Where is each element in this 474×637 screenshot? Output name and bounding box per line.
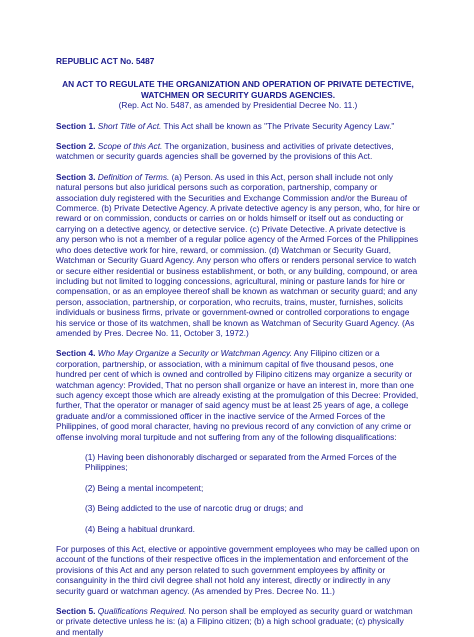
section-3-heading: Definition of Terms. (97, 171, 170, 182)
section-1-label: Section 1. (56, 120, 96, 131)
section-1 (56, 121, 420, 131)
act-title-line-1: AN ACT TO REGULATE THE ORGANIZATION AND OPERATION OF PRIVATE DETECTIVE, (62, 79, 414, 90)
section-2-label: Section 2. (56, 141, 96, 152)
act-subtitle: (Rep. Act No. 5487, as amended by Presidential Decree No. 11.) (118, 100, 358, 111)
disqualifications-list (56, 452, 420, 534)
section-4-purposes-paragraph: For purposes of this Act, elective or appointive government employees who may be called upon on account of the functions of their respective offices in the implementation and enforcement of the provisions of this Act and any person related to such government employees by affinity or consanguinity in the third civil degree shall not hold any interest, directly or indirectly in any security guard or watchman agency. (As amended by Pres. Decree No. 11.) (56, 544, 420, 596)
list-item: (2) Being a mental incompetent; (85, 482, 204, 493)
section-5 (56, 606, 420, 637)
section-5-label: Section 5. (56, 606, 96, 617)
section-2 (56, 141, 420, 162)
act-number: REPUBLIC ACT No. 5487 (56, 56, 155, 66)
section-3-text: (a) Person. As used in this Act, person shall include not only natural persons but also juridical persons such as corporation, partnership, company or association duly registered with the Securities and Exchange Commission and/or the Bureau of Commerce. (b) Private Detective Agency. A private detective agency is any person, who, for hire or reward or on commission, conducts or carries on or holds himself or itself out as conducting or carrying on a detective agency, or detective service. (c) Private Detective. A private detective is any person who is not a member of a regular police agency of the Armed Forces of the Philippines who does detective work for hire, reward, or commission. (d) Watchman or Security Guard, Watchman or Security Guard Agency. Any person who offers or renders personal service to watch or secure either residential or business establishment, or both, or any building, compound, or area including but not limited to logging concessions, agricultural, mining or pasture lands for hire or compensation, or as an employee thereof shall be known as watchman or security guard; and any person, association, partnership, or corporation, who recruits, trains, muster, furnishes, solicits individuals or business firms, private or government-owned or controlled corporations to engage his service or those of its watchmen, shall be known as Watchman of Security Guard Agency. (As amended by Pres. Decree No. 11, October 3, 1972.) (56, 171, 420, 338)
list-item: (3) Being addicted to the use of narcotic drug or drugs; and (85, 503, 303, 514)
list-item: (1) Having been dishonorably discharged or separated from the Armed Forces of the Philippines; (85, 452, 397, 473)
section-4-heading: Who May Organize a Security or Watchman Agency. (97, 348, 292, 359)
section-4-text: Any Filipino citizen or a corporation, partnership, or association, with a minimum capital of five thousand pesos, one hundred per cent of which is owned and controlled by Filipino citizens may organize a security or watchman agency: Provided, That no person shall organize or have an interest in, more than one such agency except those which are already existing at the promulgation of this Decree: Provided, further, That the operator or manager of said agency must be at least 25 years of age, a college graduate and/or a commissioned officer in the inactive service of the Armed Forces of the Philippines, of good moral character, having no previous record of any conviction of any crime or offense involving moral turpitude and not suffering from any of the following disqualifications: (56, 348, 419, 442)
section-4-label: Section 4. (56, 348, 96, 359)
section-3-label: Section 3. (56, 171, 96, 182)
section-5-heading: Qualifications Required. (97, 606, 187, 617)
section-3 (56, 172, 420, 339)
section-2-text: The organization, business and activities of private detectives, watchmen or security guards agencies shall be governed by the provisions of this Act. (56, 141, 394, 162)
section-1-text: This Act shall be known as "The Private Security Agency Law." (163, 120, 395, 131)
section-4 (56, 348, 420, 442)
section-1-heading: Short Title of Act. (97, 120, 162, 131)
act-title-line-2: WATCHMEN OR SECURITY GUARDS AGENCIES. (140, 89, 336, 100)
list-item: (4) Being a habitual drunkard. (85, 523, 195, 534)
section-2-heading: Scope of this Act. (97, 141, 163, 152)
section-5-text: No person shall be employed as security guard or watchman or private detective unless he is: (a) a Filipino citizen; (b) a high school graduate; (c) physically and mentally (56, 606, 413, 637)
